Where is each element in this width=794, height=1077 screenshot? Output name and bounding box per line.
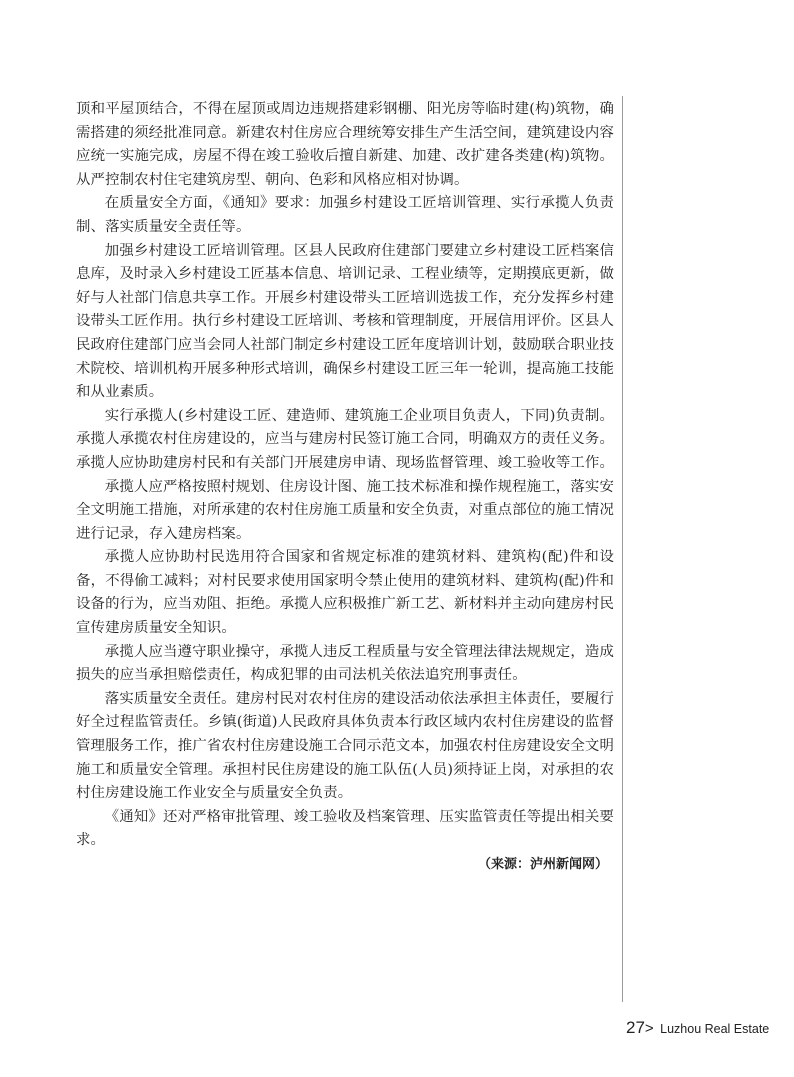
paragraph-6: 承揽人应协助村民选用符合国家和省规定标准的建筑材料、建筑构(配)件和设备，不得偷工减料；对村民要求使用国家明令禁止使用的建筑材料、建筑构(配)件和设备的行为，应当劝阻、拒绝。承揽人应积极推广新工艺、新材料并主动向建房村民宣传建房质量安全知识。 [76,549,615,637]
paragraph-3: 加强乡村建设工匠培训管理。区县人民政府住建部门要建立乡村建设工匠档案信息库，及时录入乡村建设工匠基本信息、培训记录、工程业绩等，定期摸底更新，做好与人社部门信息共享工作。开展乡村建设带头工匠培训选拔工作，充分发挥乡村建设带头工匠作用。执行乡村建设工匠培训、考核和管理制度，开展信用评价。区县人民政府住建部门应当会同人社部门制定乡村建设工匠年度培训计划，鼓励联合职业技术院校、培训机构开展多种形式培训，确保乡村建设工匠三年一轮训，提高施工技能和从业素质。 [76,242,615,401]
paragraph-8: 落实质量安全责任。建房村民对农村住房的建设活动依法承担主体责任，要履行好全过程监管责任。乡镇(街道)人民政府具体负责本行政区域内农村住房建设的监督管理服务工作，推广省农村住房建设施工合同示范文本，加强农村住房建设安全文明施工和质量安全管理。承担村民住房建设的施工队伍(人员)须持证上岗，对承担的农村住房建设施工作业安全与质量安全负责。 [76,690,615,802]
paragraph-4: 实行承揽人(乡村建设工匠、建造师、建筑施工企业项目负责人，下同)负责制。承揽人承揽农村住房建设的，应当与建房村民签订施工合同，明确双方的责任义务。承揽人应协助建房村民和有关部门开展建房申请、现场监督管理、竣工验收等工作。 [76,407,615,471]
paragraph-7: 承揽人应当遵守职业操守，承揽人违反工程质量与安全管理法律法规规定，造成损失的应当承担赔偿责任，构成犯罪的由司法机关依法追究刑事责任。 [76,643,614,684]
paragraph-1: 顶和平屋顶结合，不得在屋顶或周边违规搭建彩钢棚、阳光房等临时建(构)筑物，确需搭建的须经批准同意。新建农村住房应合理统筹安排生产生活空间，建筑建设内容应统一实施完成，房屋不得在竣工验收后擅自新建、加建、改扩建各类建(构)筑物。从严控制农村住宅建筑房型、朝向、色彩和风格应相对协调。 [76,101,615,188]
paragraph-9: 《通知》还对严格审批管理、竣工验收及档案管理、压实监管责任等提出相关要求。 [76,808,614,849]
article-source: （来源：泸州新闻网） [477,857,608,872]
paragraph-5: 承揽人应严格按照村规划、住房设计图、施工技术标准和操作规程施工，落实安全文明施工措施，对所承建的农村住房施工质量和安全负责，对重点部位的施工情况进行记录，存入建房档案。 [76,478,615,542]
paragraph-2: 在质量安全方面，《通知》要求：加强乡村建设工匠培训管理、实行承揽人负责制、落实质量安全责任等。 [76,195,614,235]
page-arrow-icon: > [644,1020,654,1037]
page-number: 27 [626,1018,645,1037]
magazine-name: Luzhou Real Estate [660,1022,770,1036]
page-footer [626,1018,786,1038]
margin-rule [622,96,623,1002]
article-body [76,98,614,877]
